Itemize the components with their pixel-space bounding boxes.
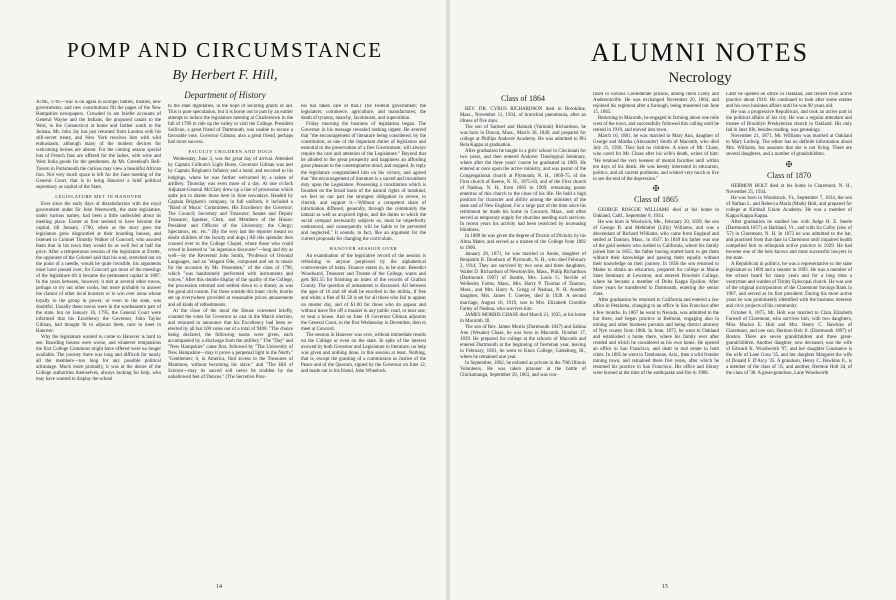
page-number: 14 [216, 584, 222, 590]
obituary-paragraph: HERMON HOLT died at his home in Claremont, N. H., November 25, 1934. [726, 183, 852, 195]
book-gutter [446, 0, 450, 600]
article-paragraph: to the state dignitaries, in the hope of securing grants of aid. This is pure speculation, but it is borne out in part by an earlier attempt to induce the legislature meeting at Charlestown in the fall of 1789 to ride up the valley to visit the College. President Sullivan, a great friend of Dartmouth, was unable to secure a favorable vote. Governor Gilman, also a great friend, perhaps had more success. [168, 104, 293, 146]
class-heading: Class of 1870 [767, 170, 811, 180]
right-column-3 [726, 92, 852, 580]
page-number: 15 [662, 584, 668, 590]
obituary-paragraph: JAMES MORRIS CHASE died March 21, 1935, at his home in Macomb, Ill. [460, 312, 586, 324]
obituary-paragraph: Later he opened an office in Oakland, and retired from active practice about 1910. He continued to look after some estates and his own business affairs until he was 90 years old. [726, 92, 852, 110]
section-subtitle: Necrology [668, 70, 732, 86]
article-paragraph: Friday morning the business of legislation began. The Governor in his message revealed nothing urgent. He averred that "the encouragement of literature being considered, by the constitution, as one of the important duties of legislators and essential to the preservation of a free Government, will always require the care and attention of the Legislature." Beyond that he alluded to the great prosperity and happiness an affording great pleasure to the contemplative mind, and stopped. In reply the legislature congratulated him on his victory, and agreed that "the encouragement of literature is a sacred and incumbent duty upon the Legislature. Possessing a constitution which is founded on the broad basis of the natural rights of mankind, we feel on our part the strongest obligation to revere, to cherish, and support it.—Without a competent share of information diffused, generally, through the community the natural as well as acquired rights, and the duties to which the social compact necessarily subjects us, must be imperfectly understood, and consequently will be liable to be perverted and neglected." It sounds, in fact, like an argument for the current proposals for changing the curriculum. [301, 122, 426, 243]
obituary-paragraph: After graduation he studied law with Judge H. E. Steele (Dartmouth 1857) at Hartland, Vt., and with Ira Colby (also of '57) in Claremont, N. H. In 1873 he was admitted to the bar, and practised from that date in Claremont until impaired health compelled him to relinquish active practice in 1929. He had become one of the best known and most successful lawyers in the state. [726, 219, 852, 262]
section-subheading: LEGISLATURE MET IN HANOVER [55, 193, 142, 199]
article-paragraph: ess has taken care of that.) The Federal government; the legislators; commerce, agriculture, and manufactures; the death of tyranny, anarchy, Jacobinism, and superstition. [301, 104, 426, 122]
obituary-paragraph: October 6, 1875, Mr. Holt was married to Clara Elizabeth Farwell of Claremont, who survives him, with two daughters, Miss Marion E. Holt and Mrs. Henry C. Hawkins of Claremont, and one son, Hermon Holt Jr. (Dartmouth 1897) of Boston. There are seven grandchildren and three great-grandchildren. Another daughter, now deceased, was the wife of Edward K. Woodworth '97, and her daughter Constance is the wife of Lane Goss '35, and her daughter Margaret the wife of Donald F. D'Arcy '35. A grandson, Henry C. Hawkins Jr., is a member of the class of '35, and another, Hermon Holt 3d, of the class of '38. A great-grandson, Lane Woodworth [726, 310, 852, 376]
obituary-paragraph: March 16, 1881, he was married to Mary Ann, daughter of George and Martha (Alexander) Smith of Macomb, who died July 21, 1930. They had no children. A niece of Mr. Chase, who cared for Mr. Chase after his wife's death, writes of him: "He retained the very keenest of mental faculties until within ten days of his death. He was keenly interested in education, politics, and all current problems, and wished very much to live to see the end of the depression." [593, 134, 719, 182]
article-paragraph: The session in Hanover was over, without immediate results on the College or even on the state. In spite of the interest avowed by both Governor and Legislature in literature, no help was given and nothing done, in this session at least. Nothing, that is, except the granting of a commission as Justice of the Peace and of the Quorum, signed by the Governor on June 12, and made out to his friend, John Wheelock. [301, 332, 426, 375]
article-paragraph: At the close of the meal the House convened briefly, counted the votes for Governor as cast in the March election, and returned to announce that his Excellency had been re-elected by all but 100 votes out of a total of 9400. "The choice being declared, the following toasts were given, each accompanied by a discharge from the artillery." The "Day" and "New Hampshire" came first, followed by "The University of New Hampshire—may it prove a perpetual light in the North," "Gentlemen; it, in America, find access to the Treasures of Mammon, without becoming his slave," and "The Hill of Science—may its sacred soil never be trodden by the unhallowed feet of Dunces." (The Secretive Proc- [168, 308, 293, 381]
obituary-paragraph: GEORGE ROSCOE WILLIAMS died at his home in Oakland, Calif., September 8, 1934. [593, 207, 719, 219]
article-paragraph: An examination of the legislative record of the session is refreshing to anyone perplexed by the alphabetical controversies of today. Finance enters in, to be sure. Benedict Woodward, Treasurer and Trustee of the College, wants and gets $81.55 for finishing an index of the records of Grafton County. The question of armaments is discussed. All between the ages of 16 and 40 shall be enrolled in the militia, if free and white; a fine of $1.50 is set for all those who fail to appear on muster day, and of $1.00 for those who do appear and without leave fire off a musket in any public road, or near one, or near a house. And on June 18 Governor Gilman adjourns the General Court, to the first Wednesday in December, then to meet at Concord. [301, 254, 426, 332]
section-title: ALUMNI NOTES [590, 38, 810, 67]
left-column-2 [168, 104, 293, 580]
class-heading: Class of 1864 [501, 94, 545, 103]
obituary-paragraph: He was born in Woolwich, Me., February 20, 1839, the son of George B. and Mehitabel (Lilly) Williams, and was a descendant of Richard Williams, who came from England and settled at Taunton, Mass., in 1637. In 1849 his father was one of the gold seekers who rushed to California, where his family joined him in 1855, the father having started back to get them without their knowledge and passing them equally without their knowledge on their journey. In 1858 the son returned to Maine to obtain an education, prepared for college at Maine State Seminary at Lewiston, and entered Bowdoin College, where he became a member of Delta Kappa Epsilon. After three years he transferred to Dartmouth, entering the senior class. [593, 219, 719, 298]
ornament-divider-icon: ✠ [785, 159, 793, 169]
article-author: By Herbert F. Hill, [172, 68, 278, 83]
article-paragraph: Ever since the early days of dissatisfaction with the royal government under Sir John Wentworth, the state legislature, under various names, had been a little undecided about its meeting place. Exeter at first seemed to have become the capital, till January, 1780, when as the story goes the legislators grew disgruntled at their boarding houses, and listened to Colonel Timothy Walker of Concord, who assured them that in his town they would be as well fed at half the price. After a tempestuous session of the legislature at Exeter, the opponent of the Colonel said that his soul, stretched out on the point of a needle, would be quite invisible, his arguments must have passed over, for Concord got most of the meetings of the legislature till it became the permanent capital in 1807. In the years between, however, it met at several other towns, perhaps to try out other cooks, but more probably to answer the clamor of other local boosters or to win over areas whose loyalty to the group in power, or even to the state, was doubtful. Usually these towns were in the southeastern part of the state, but on January 16, 1795, the General Court were informed that his Excellency the Governor, John Taylor Gilman, had thought fit to adjourn them, next to meet in Hanover. [36, 201, 161, 334]
obituary-paragraph: In September, 1862, he enlisted as private in the 78th Illinois Volunteers. He was taken prisoner at the battle of Chickamauga, September 20, 1863, and was con- [460, 360, 586, 379]
section-subheading: HANOVER SESSION OVER [329, 246, 398, 252]
article-paragraph: Wednesday, June 3, was the great day of arrival. Attended by Captain Colburn's Light Horse, Governor Gilman was met by Captain Brigham's Infantry and a band, and escorted to his lodgings, where he was further welcomed by a salute of artillery. Thursday was even more of a day. At one o'clock Adjutant-General McClary drew up a line of procession which quite put to shame those here in June nowadays. Headed by Captain Brigham's company, in full uniform, it included a "Band of Music: Committees; His Excellency the Governor; The Council; Secretary and Treasurer; Senate and Deputy Treasurer; Speaker, Clerk, and Members of the House; President and Officers of the University; the Clergy; Spectators, etc. etc." (By the very last the reporter meant no doubt children of the faculty and dogs.) All this splendor then crossed over to the College Chapel, where those who could crowd in listened to "an ingenious discourse"—long and dry as well—by the Reverend John Smith, "Professor of Oriental Languages, and an "elegant Ode, composed and set to music for the occasion by Mr. Fessenden," of the class of 1796, which "was handsomely performed with instruments and voices." After this double display of the quality of the College, the procession returned and settled down to a dinner, as was the good old custom. For those outside this inner circle, booths set up everywhere provided at reasonable prices amusements and all kinds of refreshments. [168, 157, 293, 308]
obituary-paragraph: He was a progressive Republican, and took an active part in the political affairs of his city. He was a regular attendant and trustee of Brooklyn Presbyterian church in Oakland. His only fad in later life, besides reading, was genealogy. [726, 110, 852, 134]
right-column-1 [460, 92, 586, 580]
obituary-paragraph: The son of Rev. James Morris (Dartmouth 1847) and Sabina Ann (Wesahe) Chase, he was born in Macomb, October 17, 1839. He prepared for college at the schools of Macomb and entered Dartmouth at the beginning of freshman year, leaving in February, 1861, he went to Knox College, Galesburg, Ill., where he remained one year. [460, 324, 586, 360]
obituary-paragraph: January 28, 1871, he was married to Annie, daughter of Benjamin B. Dearborn of Plymouth, N. H., who died February 2, 1914. They are survived by two sons and three daughters, Walter D. Richardson of Newtonville, Mass., Philip Richardson (Dartmouth 1907) of Seattle, Mrs. Louis G. Neville of Wellesley Farms, Mass., Mrs. Harry P. Thomas of Taunton, Mass., and Mrs. Harry A. Gregg of Nashua, N. H. Another daughter, Mrs. James T. Greeley, died in 1928. A second marriage, August 16, 1919, was to Mrs. Elizabeth Crombie Farley of Nashua, who survives him. [460, 252, 586, 312]
left-column-1 [36, 100, 161, 580]
obituary-paragraph: November 21, 1871, Mr. Williams was married at Oakland to Mary Ludwig. The editor has no definite information about Mrs. Williams, but assumes that she is not living. There are several daughters, and a number of grandchildren. [726, 134, 852, 158]
obituary-paragraph: Returning to Macomb, he engaged in farming about one mile west of the town, and successfully followed this calling until he retired in 1910, and moved into town. [593, 116, 719, 134]
article-paragraph: Why the legislature wanted to come to Hanover is hard to see. Boarding houses were worse, and whatever temptations the first College Commons might have offered were no longer available. The journey there was long and difficult for nearly all the members—too long for any possible political advantage. Much more probably, it was at the desire of the College authorities themselves, always looking for help, who may have wanted to display the school [36, 334, 161, 383]
obituary-paragraph: He was born in Woodstock, Vt., September 7, 1834, the son of Nathan L. and Rebecca Maria (Mark) Holt, and prepared for college at Kimball Union Academy. He was a member of Kappa Kappa Kappa. [726, 195, 852, 219]
article-paragraph: JUNE, 1795—war is on again in Europe; battles, treaties, new governments, and new constitutions fill the pages of the New Hampshire newspapers. Crowded in are briefer accounts of General Wayne and the Indians, the proposed canals to the West, to the Connecticut at home and farther south to the Juniata. Mr. John Jay has just returned from London with his still-secret treaty, and New York receives him with wild enthusiasm, although many of the modern devices for welcoming heroes are absent. For the coming season special lots of French fans are offered for the ladies, with wine and West India goods for the gentlemen. At Mr. Greenleaf's Bell-Tavern in Portsmouth the curious may view a beautiful African lion. Not very much space is left for the June meeting of the General Court, that is to bring Hanover a brief political supremacy as capital of the State. [36, 100, 161, 190]
obituary-paragraph: The son of Samuel and Hannah (Varnum) Richardson, he was born in Dracut, Mass., March 30, 1840, and prepared for college at Phillips Andover Academy. He was admitted to Phi Beta Kappa at graduation. [460, 125, 586, 149]
right-column-2 [593, 92, 719, 580]
author-department: Department of History [184, 90, 266, 100]
section-subheading: FACULTY CHILDREN AND DOGS [188, 149, 273, 155]
obituary-paragraph: A Republican in politics, he was a representative to the state legislature in 1889 and a senator in 1893. He was a member of the school board for many years and for a long time a vestryman and warden of Trinity Episcopal church. He was one of the original incorporators of the Claremont Savings Bank in 1907, and served as its first president. During his more active years he was prominently identified with the business interests and civic projects of his community. [726, 262, 852, 310]
obituary-paragraph: After graduation he taught in a girls' school in Cincinnati for two years, and then entered Andover Theological Seminary, where after the three years' course he graduated in 1869. He entered at once upon the active ministry, and was pastor of the Congregational church at Plymouth, N. H., 1869-75, of the First church of Keene, N. H., 1875-83, and of the First church of Nashua, N. H., from 1883 to 1909, remaining pastor emeritus of this church to the close of his life. He held a high position for character and ability among the ministers of the state and of New England. For a large part of the time since his retirement he made his home in Concord, Mass., and often served as temporary supply for churches needing such services. In recent years his activity had been restricted by increasing blindness. [460, 149, 586, 233]
obituary-paragraph: REV. DR. CYRUS RICHARDSON died in Brookline, Mass., November 11, 1934, of bronchial pneumonia, after an illness of five days. [460, 107, 586, 125]
obituary-paragraph: In 1889 he was given the degree of Doctor of Divinity by his Alma Mater, and served as a trustee of the College from 1892 to 1906. [460, 233, 586, 252]
article-title: POMP AND CIRCUMSTANCE [66, 38, 384, 62]
left-column-3 [301, 104, 426, 580]
ornament-divider-icon: ✠ [652, 183, 660, 193]
obituary-paragraph: fined in various Confederate prisons, among them Libby and Andersonville. He was exchanged November 20, 1864, and rejoined his regiment after a furlough, being mustered out June 15, 1865. [593, 92, 719, 116]
class-heading: Class of 1865 [634, 194, 678, 204]
obituary-paragraph: After graduation he returned to California and entered a law office in Petaluma, changing to an office in San Francisco after a few months. In 1867 he went to Nevada, was admitted to the bar there, and began practice at Belmont, engaging also in mining and other business pursuits and being district attorney of Nye county from 1866. In June, 1875, he went to Oakland and established a home there, where his family ever after resided and which he considered as his own home. He opened an office in San Francisco, and dealt in real estate in both cities. In 1885 he went to Tombstone, Ariz., then a wild frontier mining town, and remained there five years, after which he resumed his practice in San Francisco. His office and library were burned at the time of the earthquake and fire in 1906. [593, 298, 719, 376]
